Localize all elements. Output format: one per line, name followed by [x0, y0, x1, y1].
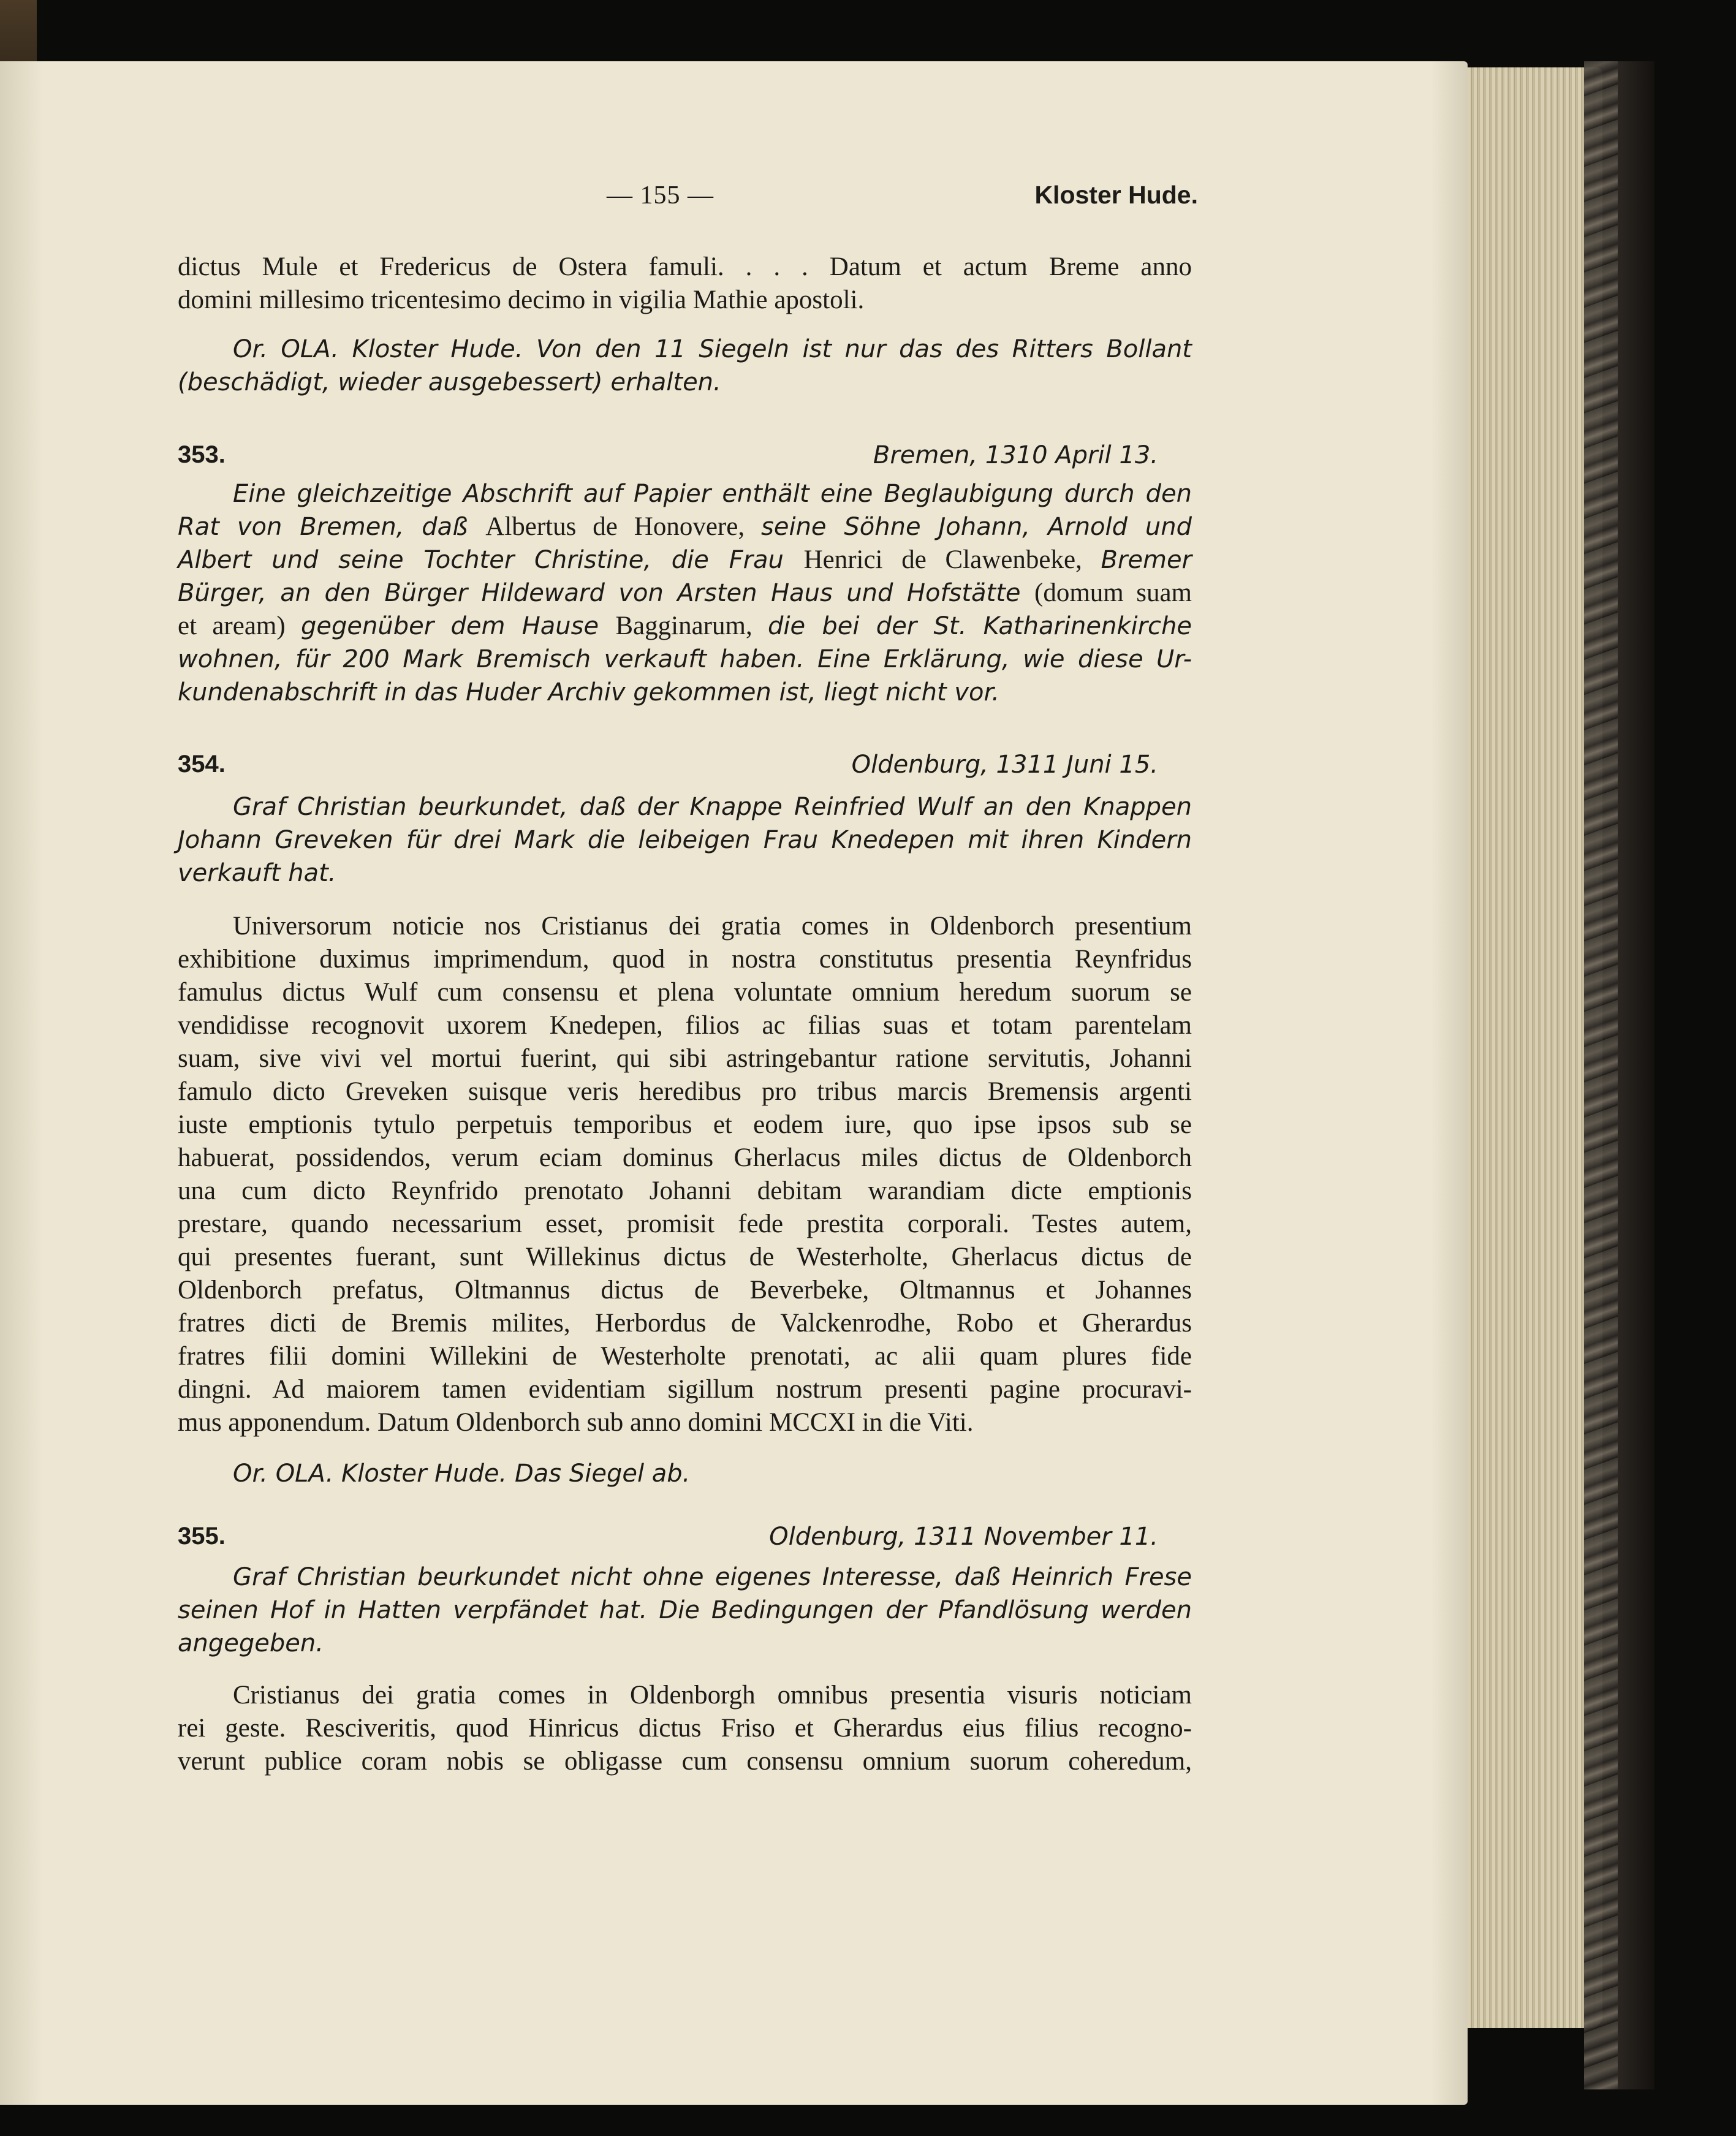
regest-roman-text: Henrici de Clawenbeke,: [803, 545, 1101, 574]
text-line: mus apponendum. Datum Oldenborch sub anno domini MCCXI in die Viti.: [178, 1408, 974, 1437]
regest-line: Graf Christian beurkundet, daß der Knappe Reinfried Wulf an den Knappen: [233, 793, 1192, 821]
regest-line: [178, 510, 1192, 543]
regest-italic-text: kundenabschrift in das Huder Archiv gekommen ist, liegt nicht vor.: [178, 678, 999, 706]
entry-place-date: Oldenburg, 1311 Juni 15.: [851, 751, 1158, 779]
note-line: (beschädigt, wieder ausgebessert) erhalten.: [178, 368, 721, 396]
regest-line: angegeben.: [178, 1629, 324, 1657]
entry-heading-354: [178, 751, 1158, 785]
text-line: qui presentes fuerant, sunt Willekinus dictus de Westerholte, Gherlacus dictus de: [178, 1243, 1192, 1271]
document-text-354: [178, 910, 1192, 1439]
continuation-note: [178, 333, 1192, 399]
text-line: famulo dicto Greveken suisque veris heredibus pro tribus marcis Bremensis argenti: [178, 1077, 1192, 1106]
regest-italic-text: Albert und seine Tochter Christine, die Frau: [178, 546, 804, 574]
text-line: dingni. Ad maiorem tamen evidentiam sigillum nostrum presenti pagine procuravi-: [178, 1375, 1192, 1404]
entry-note-354: [178, 1457, 1192, 1490]
entry-heading-355: [178, 1523, 1158, 1557]
regest-roman-text: Albertus de Honovere,: [485, 512, 761, 541]
entry-number: 353.: [178, 441, 226, 468]
note-line: Or. OLA. Kloster Hude. Das Siegel ab.: [233, 1460, 691, 1488]
regest-line: Graf Christian beurkundet nicht ohne eigenes Interesse, daß Heinrich Frese: [233, 1563, 1192, 1591]
text-line: rei geste. Resciveritis, quod Hinricus dictus Friso et Gherardus eius filius recogno-: [178, 1714, 1192, 1743]
regest-line: [178, 577, 1192, 610]
document-text-355: [178, 1679, 1192, 1778]
page-number: — 155 —: [607, 181, 714, 210]
regest-italic-text: wohnen, für 200 Mark Bremisch verkauft haben. Eine Erklärung, wie diese Ur-: [178, 645, 1192, 673]
regest-italic-text: die bei der St. Katharinenkirche: [768, 612, 1192, 640]
text-line: prestare, quando necessarium esset, promisit fede prestita corporali. Testes autem,: [178, 1210, 1192, 1238]
text-line: suam, sive vivi vel mortui fuerint, qui sibi astringebantur ratione servitutis, Johanni: [178, 1044, 1192, 1073]
text-line: verunt publice coram nobis se obligasse cum consensu omnium suorum coheredum,: [178, 1747, 1192, 1776]
entry-regest-355: [178, 1561, 1192, 1660]
text-line: domini millesimo tricentesimo decimo in vigilia Mathie apostoli.: [178, 286, 865, 314]
text-line: fratres dicti de Bremis milites, Herbordus de Valckenrodhe, Robo et Gherardus: [178, 1309, 1192, 1338]
regest-roman-text: et aream): [178, 612, 301, 640]
continuation-text: [178, 251, 1192, 317]
regest-italic-text: Rat von Bremen, daß: [178, 513, 486, 541]
text-line: fratres filii domini Willekini de Westerholte prenotati, ac alii quam plures fide: [178, 1342, 1192, 1371]
running-header: [178, 181, 1198, 218]
regest-roman-text: (domum suam: [1034, 578, 1192, 607]
text-line: exhibitione duximus imprimendum, quod in nostra constitutus presentia Reynfridus: [178, 945, 1192, 974]
text-line: vendidisse recognovit uxorem Knedepen, filios ac filias suas et totam parentelam: [178, 1011, 1192, 1040]
note-line: Or. OLA. Kloster Hude. Von den 11 Siegeln ist nur das des Ritters Bollant: [233, 335, 1192, 363]
text-line: dictus Mule et Fredericus de Ostera famuli. . . . Datum et actum Breme anno: [178, 252, 1192, 281]
text-line: Oldenborch prefatus, Oltmannus dictus de Beverbeke, Oltmannus et Johannes: [178, 1276, 1192, 1305]
entry-regest-353: [178, 477, 1192, 709]
regest-line: [178, 676, 1192, 709]
cover-binding: [1618, 61, 1655, 2089]
regest-italic-text: Bremer: [1101, 546, 1192, 574]
regest-italic-text: seine Söhne Johann, Arnold und: [761, 513, 1192, 541]
regest-italic-text: gegenüber dem Hause: [301, 612, 616, 640]
running-head-title: Kloster Hude.: [1034, 181, 1198, 209]
entry-place-date: Oldenburg, 1311 November 11.: [769, 1523, 1158, 1551]
text-line: iuste emptionis tytulo perpetuis temporibus et eodem iure, quo ipse ipsos sub se: [178, 1110, 1192, 1139]
text-line: una cum dicto Reynfrido prenotato Johanni debitam warandiam dicte emptionis: [178, 1176, 1192, 1205]
entry-regest-354: [178, 790, 1192, 890]
text-line: habuerat, possidendos, verum eciam dominus Gherlacus miles dictus de Oldenborch: [178, 1143, 1192, 1172]
page-edges: [1468, 67, 1602, 2028]
entry-heading-353: [178, 441, 1158, 475]
regest-italic-text: Bürger, an den Bürger Hildeward von Arsten Haus und Hofstätte: [178, 579, 1035, 607]
regest-italic-text: Eine gleichzeitige Abschrift auf Papier enthält eine Beglaubigung durch den: [233, 480, 1192, 508]
entry-place-date: Bremen, 1310 April 13.: [873, 441, 1158, 469]
regest-roman-text: Bagginarum,: [615, 612, 768, 640]
text-line: Cristianus dei gratia comes in Oldenborgh omnibus presentia visuris noticiam: [233, 1681, 1192, 1710]
regest-line: seinen Hof in Hatten verpfändet hat. Die Bedingungen der Pfandlösung werden: [178, 1596, 1192, 1624]
entry-number: 354.: [178, 751, 226, 778]
regest-line: Johann Greveken für drei Mark die leibeigen Frau Knedepen mit ihren Kindern: [178, 826, 1192, 854]
regest-line: verkauft hat.: [178, 859, 336, 887]
regest-line: [178, 610, 1192, 643]
regest-line: [178, 543, 1192, 577]
regest-line: [178, 477, 1192, 510]
text-line: famulus dictus Wulf cum consensu et plena voluntate omnium heredum suorum se: [178, 978, 1192, 1007]
entry-number: 355.: [178, 1523, 226, 1550]
regest-line: [178, 643, 1192, 676]
text-line: Universorum noticie nos Cristianus dei gratia comes in Oldenborch presentium: [233, 912, 1192, 941]
